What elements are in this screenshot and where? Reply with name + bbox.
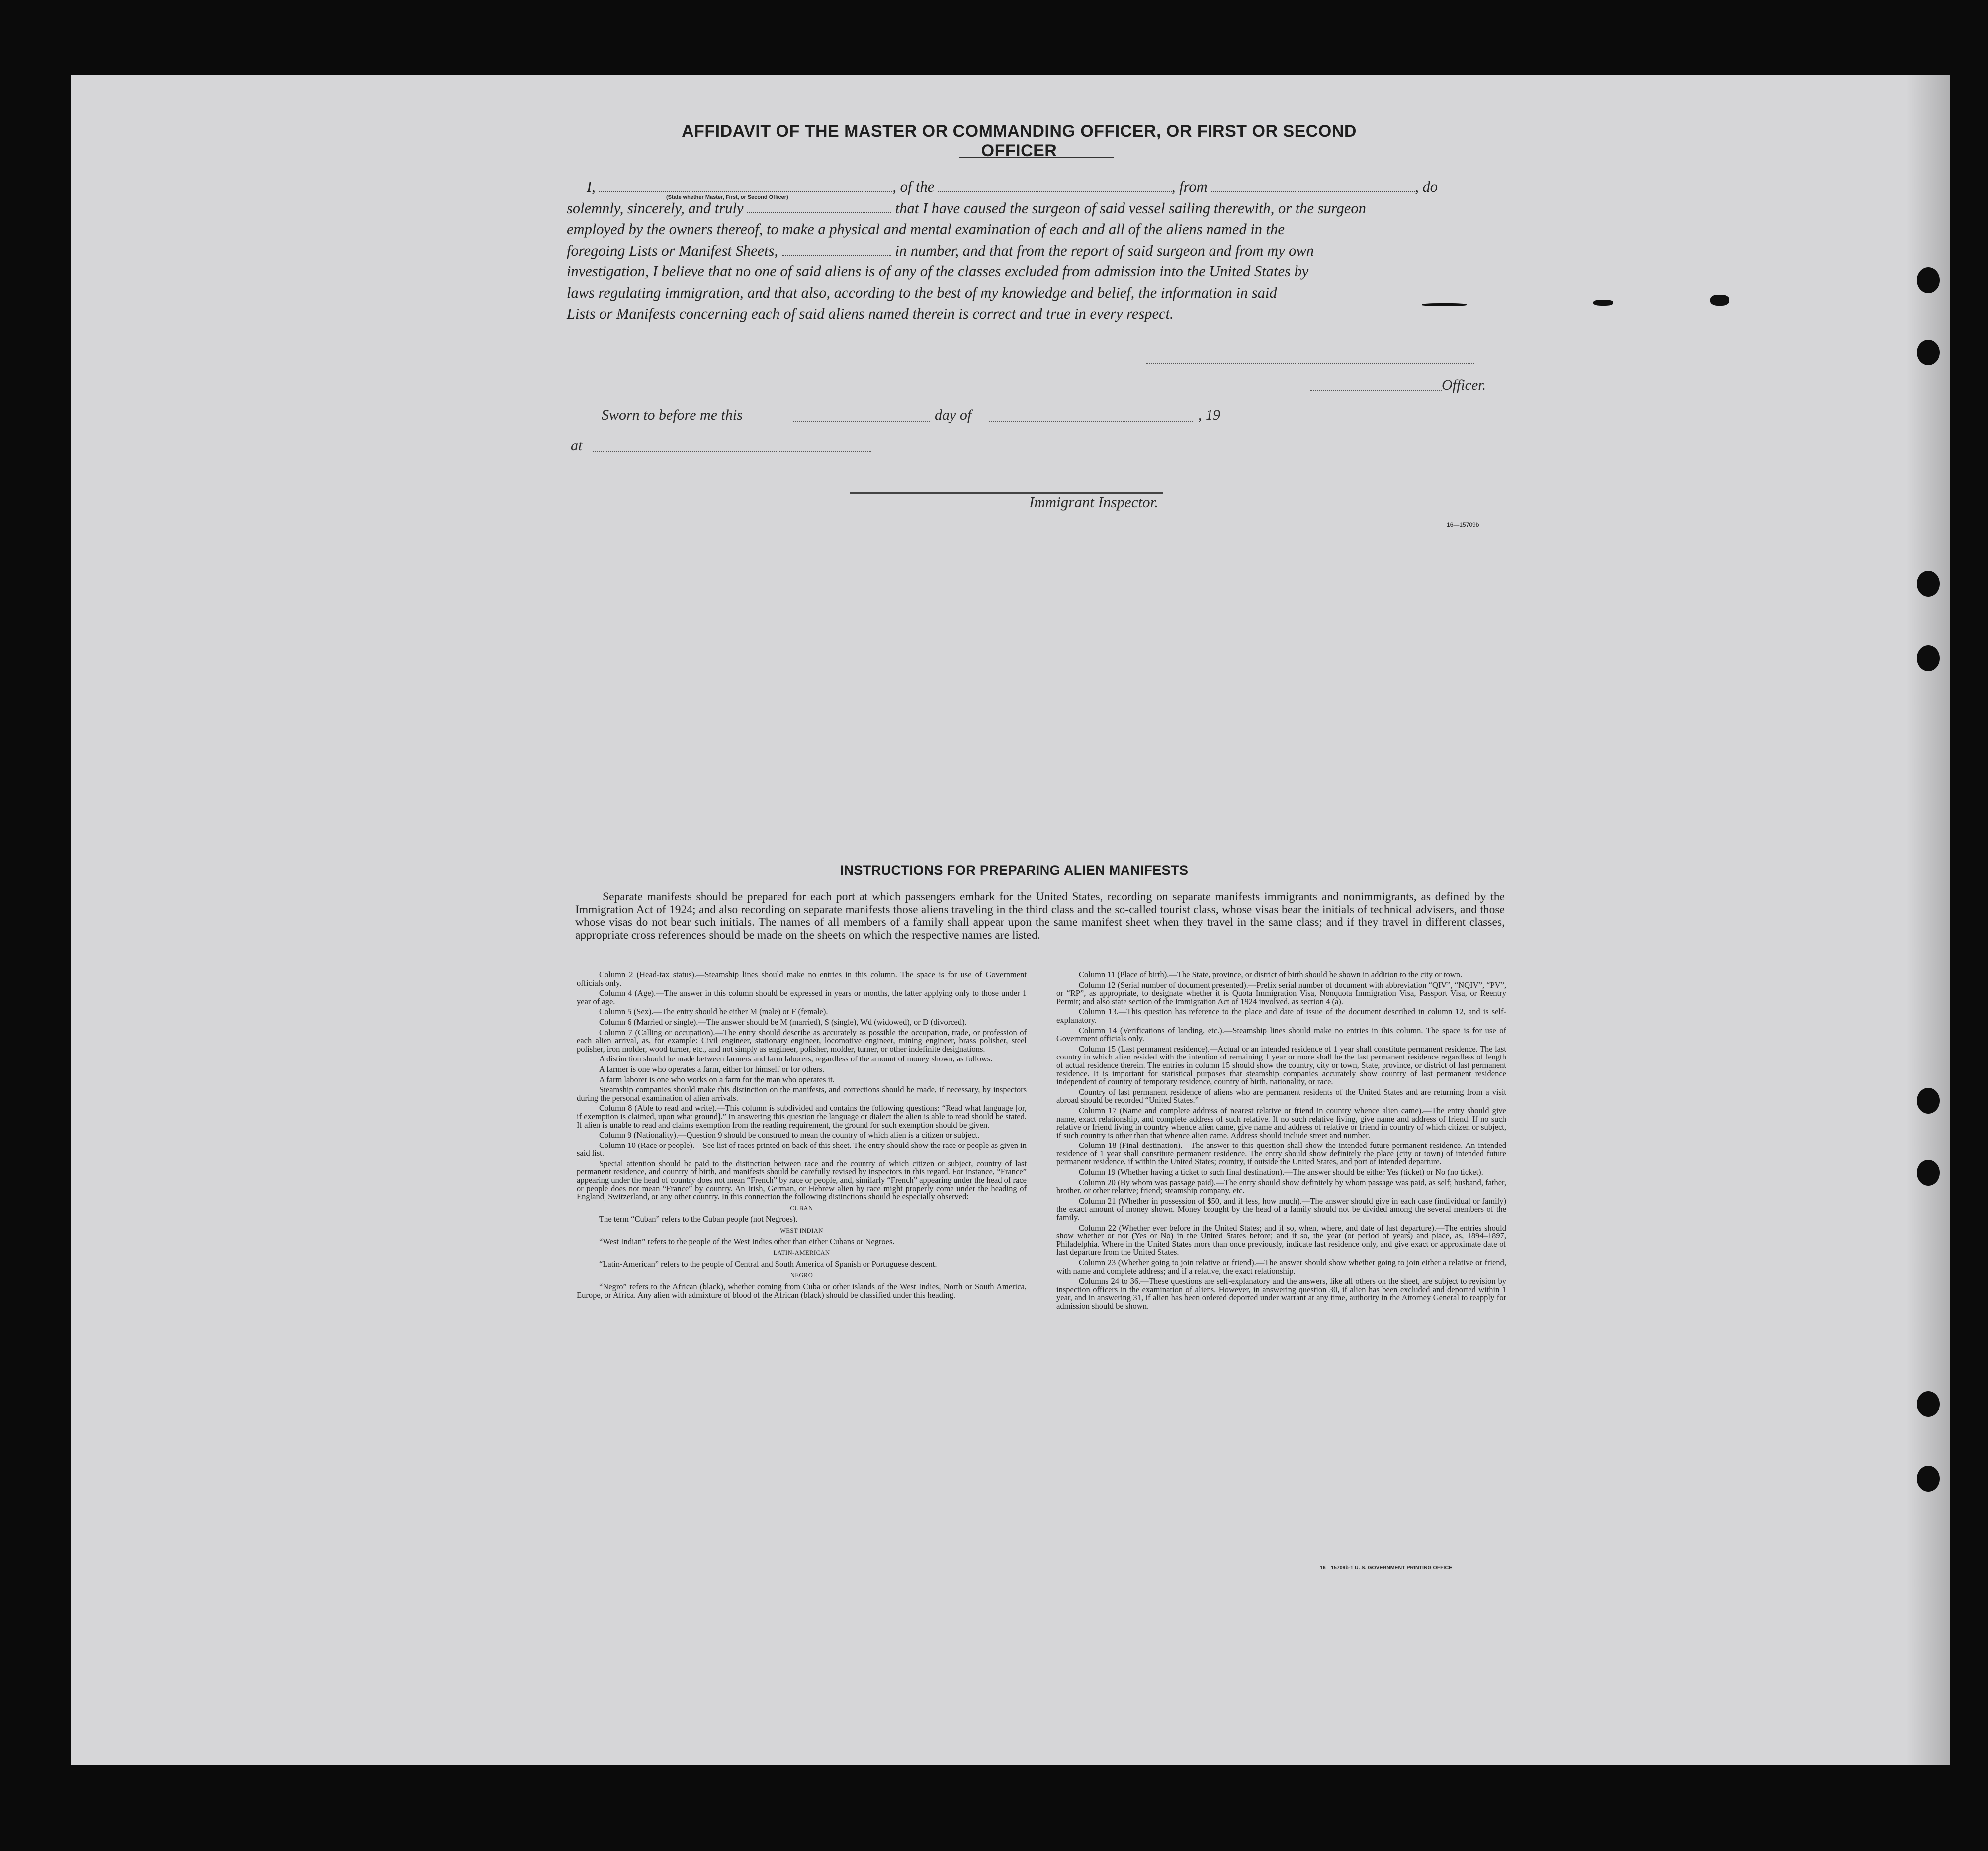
binder-hole [1917,645,1940,671]
officer-signature-line[interactable] [1146,363,1474,364]
col-18-note: Column 18 (Final destination).—The answer to this question shall show the intended future permanent residence. An intended residence of 1 year shall constitute permanent residence. The entry should show definitely the place (city or town) of intended future permanent residence, if within the United States; country, if outside the United States, and port of intended departure. [1056,1141,1506,1167]
sheet-count-blank[interactable] [782,243,891,256]
officer-label: Officer. [1442,377,1486,393]
line-2-end: that I have caused the surgeon of said vessel sailing therewith, or the surgeon [895,199,1366,217]
col-14-note: Column 14 (Verifications of landing, etc.).—Steamship lines should make no entries in this column. The space is for use of Government officials only. [1056,1025,1506,1044]
col-8-note: Column 8 (Able to read and write).—This column is subdivided and contains the following questions: “Read what language [or, if exemption is claimed, upon what ground].” In answering this question the language or dialect the alien is able to read should be stated. If alien is unable to read and claims exemption from the reading requirement, the ground for such exemption should be given. [577,1103,1027,1130]
inspector-label: Immigrant Inspector. [1029,493,1159,511]
ink-smudge [1593,300,1613,306]
farmer-distinction: A distinction should be made between farmers and farm laborers, regardless of the amount of money shown, as follows: [599,1054,993,1064]
steamship-distinction: Steamship companies should make this distinction on the manifests, and corrections should be made, if necessary, by inspectors during the personal examination of alien arrivals. [577,1085,1027,1103]
col-24-36-note: Columns 24 to 36.—These questions are self-explanatory and the answers, like all others on the sheet, are subject to revision by inspection officers in the examination of aliens. However, in answering question 30, if alien has been excluded and deported within 1 year, and in answering 31, if alien has been ordered deported under warrant at any time, authority in the Attorney General to reapply for admission should be shown. [1056,1276,1506,1311]
affidavit-line-3: employed by the owners thereof, to make a physical and mental examination of each and all of the aliens named in the [567,221,1285,238]
binder-hole [1917,1391,1940,1417]
ink-smudge [1422,303,1467,306]
rank-note: (State whether Master, First, or Second Officer) [666,194,788,200]
cuban-heading: CUBAN [790,1204,813,1212]
affidavit-line-2 [567,198,1506,219]
col-15-note: Column 15 (Last permanent residence).—Actual or an intended residence of 1 year shall constitute permanent residence. The last country in which alien resided with the intention of remaining 1 year or more shall be the last permanent residence regardless of length of actual residence therein. The entries in column 15 should show the country, city or town, State, province, or district of last permanent residence. It is important for statistical purposes that steamship companies accurately show country of last permanent residence independent of country of temporary residence, country of birth, nationality, or race. [1056,1044,1506,1087]
instructions-right-column [1056,971,1506,1313]
col-7-note: Column 7 (Calling or occupation).—The entry should describe as accurately as possible the occupation, trade, or profession of each alien arrival, as, for example: Civil engineer, stationary engineer, locomotive engineer, mining engineer, brass polisher, steel polisher, iron molder, wood turner, etc., and not simply as engineer, polisher, molder, turner, or other indefinite designations. [577,1027,1027,1054]
binder-hole [1917,340,1940,365]
instructions-title: INSTRUCTIONS FOR PREPARING ALIEN MANIFESTS [840,863,1189,878]
binder-hole [1917,1088,1940,1114]
binder-hole [1917,1160,1940,1186]
col-9-note: Column 9 (Nationality).—Question 9 should be construed to mean the country of which alien is a citizen or subject. [599,1130,980,1140]
farmer-definition: A farmer is one who operates a farm, either for himself or for others. [599,1064,825,1074]
cuban-definition: The term “Cuban” refers to the Cuban people (not Negroes). [599,1214,798,1224]
west-indian-heading: WEST INDIAN [780,1227,823,1234]
binder-hole [1917,571,1940,597]
col-20-note: Column 20 (By whom was passage paid).—The entry should show definitely by whom passage was paid, as self; husband, father, brother, or other relative; friend; steamship company, etc. [1056,1177,1506,1196]
instructions-intro [575,891,1505,942]
of-the-label: , of the [892,178,935,195]
place-blank[interactable] [593,451,871,452]
at-label: at [571,438,583,454]
col-12-note: Column 12 (Serial number of document presented).—Prefix serial number of document with abbreviation “QIV”, “NQIV”, “PV”, or “RP”, as appropriate, to designate whether it is Quota Immigration Visa, Nonquota Immigration Visa, Passport Visa, or Reentry Permit; and also state section of the Immigration Act of 1924 involved, as section 4 (a). [1056,980,1506,1006]
farm-laborer-definition: A farm laborer is one who works on a farm for the man who operates it. [599,1074,835,1084]
printing-office-imprint: 16—15709b-1 U. S. GOVERNMENT PRINTING OFFICE [1320,1565,1453,1571]
col-4-note: Column 4 (Age).—The answer in this column should be expressed in years or months, the latter applying only to those under 1 year of age. [577,988,1027,1006]
year-label: , 19 [1198,407,1220,423]
col-23-note: Column 23 (Whether going to join relative or friend).—The answer should show whether going to join either a relative or friend, with name and complete address; and if a relative, the exact relationship. [1056,1258,1506,1276]
line-4-start: foregoing Lists or Manifest Sheets, [567,242,778,259]
instructions-left-column [577,971,1027,1301]
line-2-start: solemnly, sincerely, and truly [567,199,744,217]
officer-title-line[interactable] [1310,390,1442,391]
officer-rank-blank[interactable] [599,179,892,192]
affidavit-line-6: laws regulating immigration, and that also, according to the best of my knowledge and belief, the information in said [567,284,1277,301]
latin-american-heading: LATIN-AMERICAN [773,1249,830,1257]
negro-definition: “Negro” refers to the African (black), whether coming from Cuba or other islands of the West Indies, North or South America, Europe, or Africa. Any alien with admixture of blood of the African (black) should be classified under this heading. [577,1282,1027,1300]
latin-american-definition: “Latin-American” refers to the people of Central and South America of Spanish or Portuguese descent. [599,1259,937,1269]
col-13-note: Column 13.—This question has reference to the place and date of issue of the document described in column 12, and is self-explanatory. [1056,1007,1506,1025]
col-22-note: Column 22 (Whether ever before in the United States; and if so, when, where, and date of last departure).—The entries should show whether or not (Yes or No) in the United States before; and if so, the year (or period of years) and place, as, 1894–1897, Philadelphia. Where in the United States more than once previously, indicate last residence only, and give exact or approximate date of last departure from the United States. [1056,1223,1506,1257]
intro-paragraph: Separate manifests should be prepared for each port at which passengers embark for the United States, recording on separate manifests immigrants and nonimmigrants, as defined by the Immigration Act of 1924; and also recording on separate manifests those aliens traveling in the third class and the so-called tourist class, whose visas bear the initials of technical advisers, and those whose visas do not bear such initials. The names of all members of a family shall appear upon the same manifest sheet when they travel in the same class; and if they travel in different classes, appropriate cross references should be made on the sheets on which the respective names are listed. [575,890,1505,942]
race-attention-note: Special attention should be paid to the distinction between race and the country of which citizen or subject, country of last permanent residence, and country of birth, and manifests should be carefully revised by inspectors in this regard. For instance, “France” appearing under the head of country does not mean “French” by race or people, and, similarly “French” appearing under the head of race or people does not mean “France” by country. An Irish, German, or Hebrew alien by race might properly come under the heading of England, Switzerland, or any other country. In this connection the following distinctions should be especially observed: [577,1158,1027,1202]
affidavit-line-5: investigation, I believe that no one of said aliens is of any of the classes excluded from admission into the United States by [567,263,1309,280]
col-17-note: Column 17 (Name and complete address of nearest relative or friend in country whence alien came).—The entry should give name, exact relationship, and complete address of such relative. If no such relative living, give name and address of friend. If no such relative or friend living in country whence alien came, give name and address of relative or friend in country of which citizen or subject, if such country is other than that whence alien came. Address should include street and number. [1056,1105,1506,1140]
sworn-manner-blank[interactable] [747,200,891,213]
ink-smudge [1710,295,1729,306]
col-2-note: Column 2 (Head-tax status).—Steamship lines should make no entries in this column. The space is for use of Government officials only. [577,970,1027,988]
sworn-line [602,407,1220,424]
west-indian-definition: “West Indian” refers to the people of the West Indies other than either Cubans or Negroes. [599,1236,895,1246]
from-label: , from [1171,178,1208,195]
vessel-name-blank[interactable] [938,179,1172,192]
negro-heading: NEGRO [790,1272,813,1279]
binder-hole [1917,1466,1940,1492]
col-21-note: Column 21 (Whether in possession of $50, and if less, how much).—The answer should give in each case (individual or family) the exact amount of money shown. Money brought by the head of a family should not be divided among the several members of the family. [1056,1196,1506,1223]
binder-hole [1917,267,1940,293]
page-edge-shadow [1906,75,1950,1765]
residence-us-note: Country of last permanent residence of aliens who are permanent residents of the United States and are returning from a visit abroad should be recorded “United States.” [1056,1087,1506,1105]
form-number: 16—15709b [1447,521,1479,528]
sworn-day-blank[interactable] [793,421,930,422]
port-blank[interactable] [1211,179,1415,192]
col-19-note: Column 19 (Whether having a ticket to such final destination).—The answer should be either Yes (ticket) or No (no ticket). [1079,1167,1483,1177]
affidavit-line-4 [567,240,1506,262]
line-4-end: in number, and that from the report of said surgeon and from my own [895,242,1314,259]
title-rule [959,157,1114,158]
col-6-note: Column 6 (Married or single).—The answer should be M (married), S (single), Wd (widowed), or D (divorced). [599,1017,967,1027]
affidavit-body [567,176,1506,325]
sworn-month-blank[interactable] [989,421,1193,422]
sworn-label: Sworn to before me this [602,407,743,423]
col-5-note: Column 5 (Sex).—The entry should be either M (male) or F (female). [599,1007,828,1017]
pronoun-i: I, [587,178,596,195]
do-label: , do [1415,178,1438,195]
affidavit-title: AFFIDAVIT OF THE MASTER OR COMMANDING OFFICER, OR FIRST OR SECOND OFFICER [682,122,1357,160]
affidavit-line-7: Lists or Manifests concerning each of said aliens named therein is correct and true in every respect. [567,305,1174,322]
day-of-label: day of [935,407,972,423]
col-10-note: Column 10 (Race or people).—See list of races printed on back of this sheet. The entry should show the race or people as given in said list. [577,1140,1027,1158]
col-11-note: Column 11 (Place of birth).—The State, province, or district of birth should be shown in addition to the city or town. [1079,970,1463,979]
